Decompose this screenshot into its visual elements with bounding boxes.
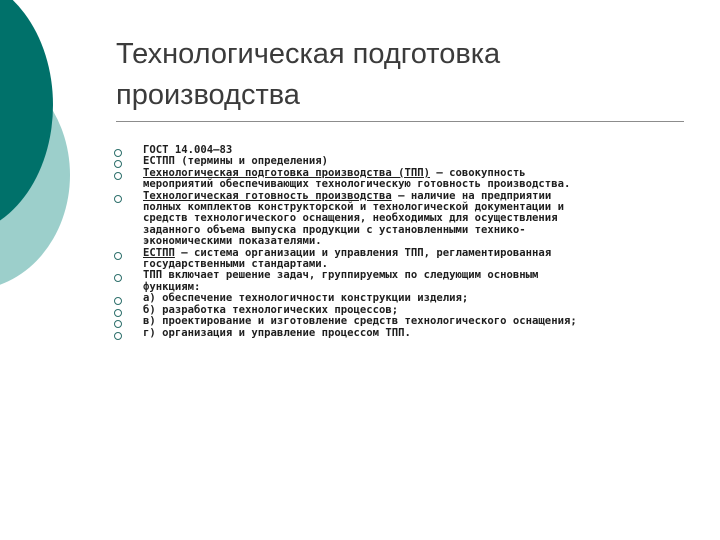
circle-bullet-icon	[114, 252, 122, 260]
list-item-body: – наличие на предприятии полных комплектов конструкторской и технологической документации и средств технологического оснащения, необходимых для осуществления заданного объема выпуска продукции с установленными технико- экономическими показателями.	[143, 189, 564, 248]
list-item	[114, 270, 674, 293]
bullet-list	[114, 145, 674, 339]
list-item-body: ГОСТ 14.004–83	[143, 144, 233, 156]
underlined-term: Технологическая подготовка производства (ТПП)	[143, 166, 431, 179]
list-item-body: – система организации и управления ТПП, регламентированная государственными стандартами.	[143, 246, 552, 271]
underlined-term: ЕСТПП	[143, 246, 175, 259]
list-item-body: б) разработка технологических процессов;	[143, 303, 399, 316]
decorative-circles	[0, 0, 90, 300]
slide-title-line-1: Технологическая подготовка	[116, 38, 501, 70]
list-item	[114, 248, 674, 271]
list-item-body: – совокупность мероприятий обеспечивающих технологическую готовность производства.	[143, 166, 571, 191]
underlined-term: Технологическая готовность производства	[143, 189, 392, 202]
list-item-body: а) обеспечение технологичности конструкции изделия;	[143, 292, 469, 305]
list-item-body: г) организация и управление процессом ТПП.	[143, 326, 411, 339]
list-item-text	[143, 248, 674, 271]
list-item-body: в) проектирование и изготовление средств технологического оснащения;	[143, 315, 577, 328]
list-item-text	[143, 328, 674, 339]
slide-title	[116, 34, 676, 116]
circle-bullet-icon	[114, 332, 122, 340]
list-item	[114, 168, 674, 191]
circle-bullet-icon	[114, 274, 122, 282]
circle-bullet-icon	[114, 195, 122, 203]
list-item-text	[143, 168, 674, 191]
list-item	[114, 328, 674, 339]
list-item	[114, 191, 674, 248]
slide-title-line-2: производства	[116, 79, 300, 111]
list-item-text	[143, 270, 674, 293]
title-divider	[116, 121, 684, 122]
list-item-body: ТПП включает решение задач, группируемых по следующим основным функциям:	[143, 269, 539, 293]
list-item-body: ЕСТПП (термины и определения)	[143, 155, 328, 168]
list-item-text	[143, 191, 674, 248]
circle-bullet-icon	[114, 172, 122, 180]
